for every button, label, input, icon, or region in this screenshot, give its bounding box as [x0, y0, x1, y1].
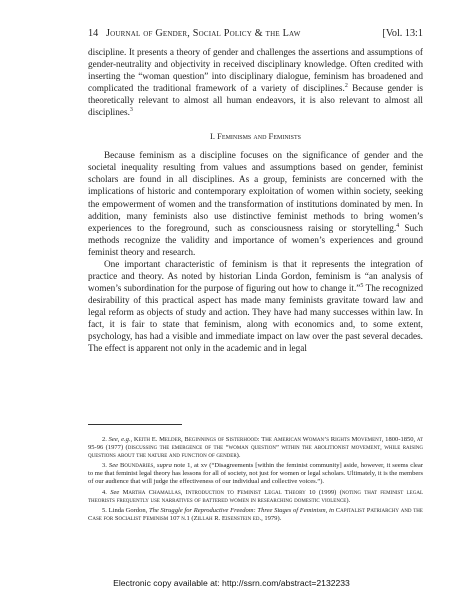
paragraph-1: discipline. It presents a theory of gender and challenges the assertions and assumptions of gender-neutrality and objectivity in received disciplinary knowledge. Often credited with inserting the “woman question” into disciplinary dialogue, feminism has broadened and complicated the traditional framework of a variety of disciplines.$^2$ Because gender is theoretically relevant to almost all human endeavors, it is also relevant to almost all disciplines.$^3$	[88, 48, 423, 119]
paragraph-3: One important characteristic of feminism is that it represents the integration of practice and theory. As noted by historian Linda Gordon, feminism is “an analysis of women’s subordination for the purpose of figuring out how to change it.”$^5$ The recognized desirability of this practical aspect has made many feminists gravitate toward law and legal reform as objects of study and action. They have had many successes within law. In fact, it is fair to state that feminism, along with economics and, to some extent, psychology, has had a visible and immediate impact on law over the past several decades. The effect is apparent not only in the academic and in legal	[88, 259, 424, 355]
volume-label: [Vol. 13:1	[382, 28, 423, 39]
footnotes	[88, 436, 423, 525]
page-number: 14	[88, 28, 99, 39]
section-heading: I. Feminisms and Feminists	[209, 131, 302, 142]
article-body	[88, 47, 423, 355]
footnote-5: 5. Linda Gordon, The Struggle for Reproductive Freedom: Three Stages of Feminism, in Capitalist Patriarchy and the Case for Socialist Feminism 107 n.1 (Zillah R. Eisenstein ed., 1979).	[88, 507, 423, 522]
footnote-2: 2. See, e.g., Keith E. Melder, Beginnings of Sisterhood: The American Woman’s Rights Movement, 1800-1850, at 95-96 (1977) (discussing the emergence of the “woman question” within the abolitionist movement, while raising questions about the nature and function of gender).	[88, 436, 424, 459]
paragraph-2: Because feminism as a discipline focuses on the significance of gender and the societal inequality resulting from values and assumptions based on gender, feminist scholars are found in all disciplines. As a group, feminists are concerned with the implications of historic and contemporary exploitation of women within society, seeking the empowerment of women and the transformation of institutions dominated by men. In addition, many feminists also use distinctive feminist methods to bring women’s experiences to the foreground, such as consciousness raising or storytelling.$^4$ Such methods recognize the validity and importance of women’s experiences and ground feminist theory and research.	[88, 151, 423, 258]
footnote-divider	[88, 424, 182, 425]
footnote-ref-5[interactable]: 5	[360, 282, 364, 289]
footnote-ref-2[interactable]: 2	[344, 83, 348, 90]
ssrn-footer-link[interactable]: Electronic copy available at: http://ssrn.com/abstract=2132233	[113, 578, 350, 588]
journal-title: Journal of Gender, Social Policy & the Law	[106, 28, 301, 39]
footnote-ref-3[interactable]: 3	[129, 107, 133, 114]
footnote-3: 3. See Boundaries, supra note 1, at xv (“Disagreements [within the feminist community] aside, however, it seems clear to me that feminist legal theory has lessons for all of society, not just for women or legal scholars. Ultimately, it is the members of our audience that will judge the effectiveness of our individual and collective voices.”).	[88, 462, 424, 486]
running-header	[88, 28, 423, 42]
footnote-4: 4. See Martha Chamallas, Introduction to Feminist Legal Theory 10 (1999) (noting that feminist legal theorists frequently use narratives of battered women in researching domestic violence).	[88, 488, 423, 504]
footnote-ref-4[interactable]: 4	[396, 222, 400, 229]
